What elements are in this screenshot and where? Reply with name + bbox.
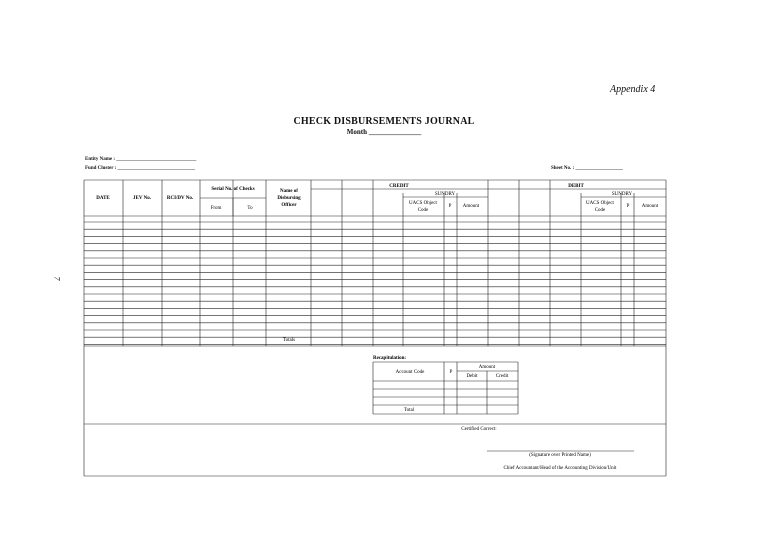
recap-amount: Amount	[478, 365, 496, 370]
month-field: Month _______________	[346, 128, 422, 136]
page-side-mark: 7	[52, 276, 62, 281]
recap-account-code: Account Code	[395, 370, 425, 375]
header-date: DATE	[96, 196, 110, 201]
appendix-label: Appendix 4	[610, 84, 656, 95]
recap-p: P	[449, 370, 453, 375]
role-label: Chief Accountant/Head of the Accounting Division/Unit	[503, 466, 617, 471]
header-jev: JEV No.	[133, 196, 151, 201]
recap-title: Recapitulation:	[373, 356, 407, 361]
totals-label: Totals	[282, 338, 296, 343]
header-debit-uacs-2: Code	[594, 208, 606, 213]
page-title: CHECK DISBURSEMENTS JOURNAL	[293, 116, 475, 127]
header-credit-p: P	[448, 204, 452, 209]
header-debit-p: P	[626, 204, 630, 209]
header-debit: DEBIT	[568, 184, 584, 189]
header-credit-sundry: SUNDRY	[434, 192, 456, 197]
header-debit-amount: Amount	[641, 204, 659, 209]
header-credit-uacs-1: UACS Object	[409, 201, 437, 206]
header-credit-amount: Amount	[462, 204, 480, 209]
header-serial: Serial No. of Checks	[211, 187, 255, 192]
recap-credit: Credit	[495, 374, 509, 379]
recap-debit: Debit	[466, 374, 478, 379]
fund-cluster-field: Fund Cluster : _______________________________	[85, 166, 196, 171]
certified-label: Certified Correct:	[461, 427, 497, 432]
header-to: To	[247, 206, 253, 211]
header-rci: RCI/DV No.	[166, 196, 194, 201]
header-name-3: Officer	[281, 203, 297, 208]
header-debit-uacs-1: UACS Object	[586, 201, 614, 206]
header-name-1: Name of	[280, 189, 298, 194]
signature-label: (Signature over Printed Name)	[529, 453, 591, 458]
entity-name-field: Entity Name : ________________________________	[85, 157, 197, 162]
sheet-no-field: Sheet No. : ___________________	[551, 166, 623, 171]
header-debit-sundry: SUNDRY	[611, 192, 633, 197]
header-credit-uacs-2: Code	[417, 208, 429, 213]
recap-total: Total	[403, 408, 415, 413]
header-name-2: Disbursing	[277, 196, 301, 201]
header-credit: CREDIT	[389, 184, 409, 189]
header-from: From	[210, 206, 222, 211]
